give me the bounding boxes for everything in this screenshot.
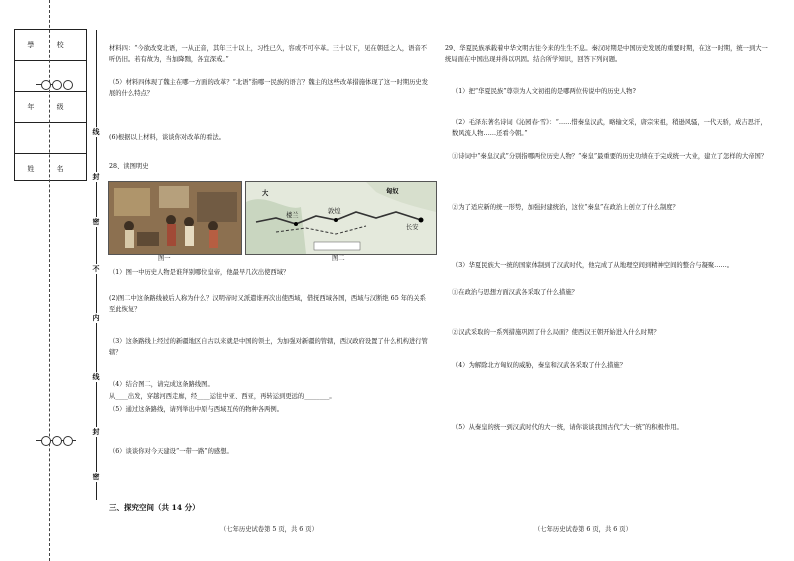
map-label: 楼兰 — [286, 212, 299, 219]
question-5: （5）材料四体现了魏主在哪一方面的改革？“北语”指哪一民族的语言？魏主的这些改革措施体现了这一时期历史发展的什么特点？ — [109, 79, 428, 97]
section-3-heading: 三、探究空间（共 14 分） — [109, 503, 200, 512]
seal-char: 线 — [92, 127, 100, 136]
question-28-1: （1）图一中历史人物是谁拜别哪位皇帝，他最早几次出使西域？ — [109, 269, 290, 276]
seal-char: 封 — [92, 172, 100, 181]
school-label: 學 校 — [15, 30, 86, 61]
map-label: 大 — [262, 190, 269, 197]
question-28-5: （5）通过这条路线，请列举出中原与西域互传的物种各两例。 — [109, 406, 284, 413]
question-29-4: （4）为解除北方匈奴的威胁，秦皇和汉武各采取了什么措施？ — [452, 362, 627, 369]
question-29-3-1: ①在政治与思想方面汉武各采取了什么措施？ — [452, 289, 578, 296]
question-28-4: （4）结合图二，请完成这条路线图。 — [109, 381, 214, 388]
question-29-1: （1）把“华夏民族”尊崇为人文初祖的是哪两位传说中的历史人物? — [452, 88, 636, 95]
name-label: 姓 名 — [27, 165, 74, 173]
map-label: 敦煌 — [328, 208, 341, 215]
question-28-2: (2)图二中这条路线被后人称为什么？汉明帝时又派遣谁再次出使西域，借抚西域各国，西域与汉断绝 65 年的关系至此恢复？ — [109, 295, 426, 313]
question-28-6: （6）谈谈你对今天建设“一带一路”的感想。 — [109, 448, 233, 455]
question-29-2: （2）毛泽东著名诗词《沁园春·雪》：“……惜秦皇汉武，略输文采，唐宗宋祖，稍逊风骚，一代天骄，成吉思汗，数风流人物……还看今朝。” — [452, 119, 767, 137]
material-4: 材料四：“今欲改变北语，一从正音，其年三十以上，习性已久，容或不可卒革。三十以下，见在朝廷之人，语音不听仍旧。若有故为，当加降黜，各宜深戒。” — [109, 45, 428, 63]
page-footer-left: （七年历史试卷第 5 页，共 6 页） — [220, 526, 318, 533]
question-29: 29、华夏民族承载着中华文明古往今来的生生不息。秦汉时期是中国历史发展的重要时期，在这一时期，统一到大一统局面在中国出现并得以巩固。结合所学知识，回答下列问题。 — [445, 45, 768, 63]
seal-char: 内 — [92, 313, 100, 322]
question-28-title: 28、读图明史 — [109, 163, 149, 170]
question-29-3: （3）华夏民族大一统的国家体制到了汉武时代，他完成了从地理空间到精神空间的整合与凝聚……。 — [452, 262, 734, 269]
binding-hole-5 — [52, 436, 62, 446]
page-footer-right: （七年历史试卷第 6 页，共 6 页） — [534, 526, 632, 533]
map-label: 长安 — [406, 224, 419, 231]
figure-1-caption: 图一 — [158, 255, 171, 262]
school-field[interactable] — [15, 61, 86, 92]
student-info-table — [14, 29, 87, 181]
seal-char: 不 — [92, 264, 100, 273]
binding-hole-4 — [41, 436, 51, 446]
question-29-2-1: ①诗词中“秦皇汉武”分别指哪两位历史人物？“秦皇”最重要的历史功绩在于完成统一大业，建立了怎样的大帝国？ — [452, 153, 768, 160]
binding-hole-6 — [63, 436, 73, 446]
figure-2-caption: 图二 — [332, 255, 345, 262]
question-28-4-fill[interactable]: 从____出发，穿越河西走廊，经____运往中亚、西亚，再转运到更远的________。 — [109, 393, 336, 400]
question-6: (6)根据以上材料，谈谈你对改革的看法。 — [109, 134, 225, 141]
question-28-3: （3）这条路线上经过的新疆地区自古以来就是中国的领土，为加强对新疆的管辖，西汉政府设置了什么机构进行管辖？ — [109, 338, 428, 356]
figure-1-mural — [108, 181, 242, 255]
question-29-5: （5）从秦皇的统一到汉武时代的大一统，请你谈谈我国古代“大一统”的积极作用。 — [452, 424, 683, 431]
seal-char: 密 — [92, 472, 100, 481]
map-label: 匈奴 — [386, 188, 399, 195]
figure-2-map — [245, 181, 437, 255]
question-29-3-2: ②汉武采取的一系列措施巩固了什么局面？使西汉王朝开始进入什么时期？ — [452, 329, 660, 336]
grade-field[interactable] — [15, 123, 86, 154]
question-29-2-2: ②为了适应新的统一形势，加强封建统治，这位“秦皇”在政治上创立了什么制度？ — [452, 204, 679, 211]
binding-hole-1 — [41, 80, 51, 90]
grade-label: 年 级 — [15, 92, 86, 123]
seal-char: 密 — [92, 217, 100, 226]
seal-char: 线 — [92, 372, 100, 381]
seal-char: 封 — [92, 427, 100, 436]
binding-hole-2 — [52, 80, 62, 90]
binding-hole-3 — [63, 80, 73, 90]
